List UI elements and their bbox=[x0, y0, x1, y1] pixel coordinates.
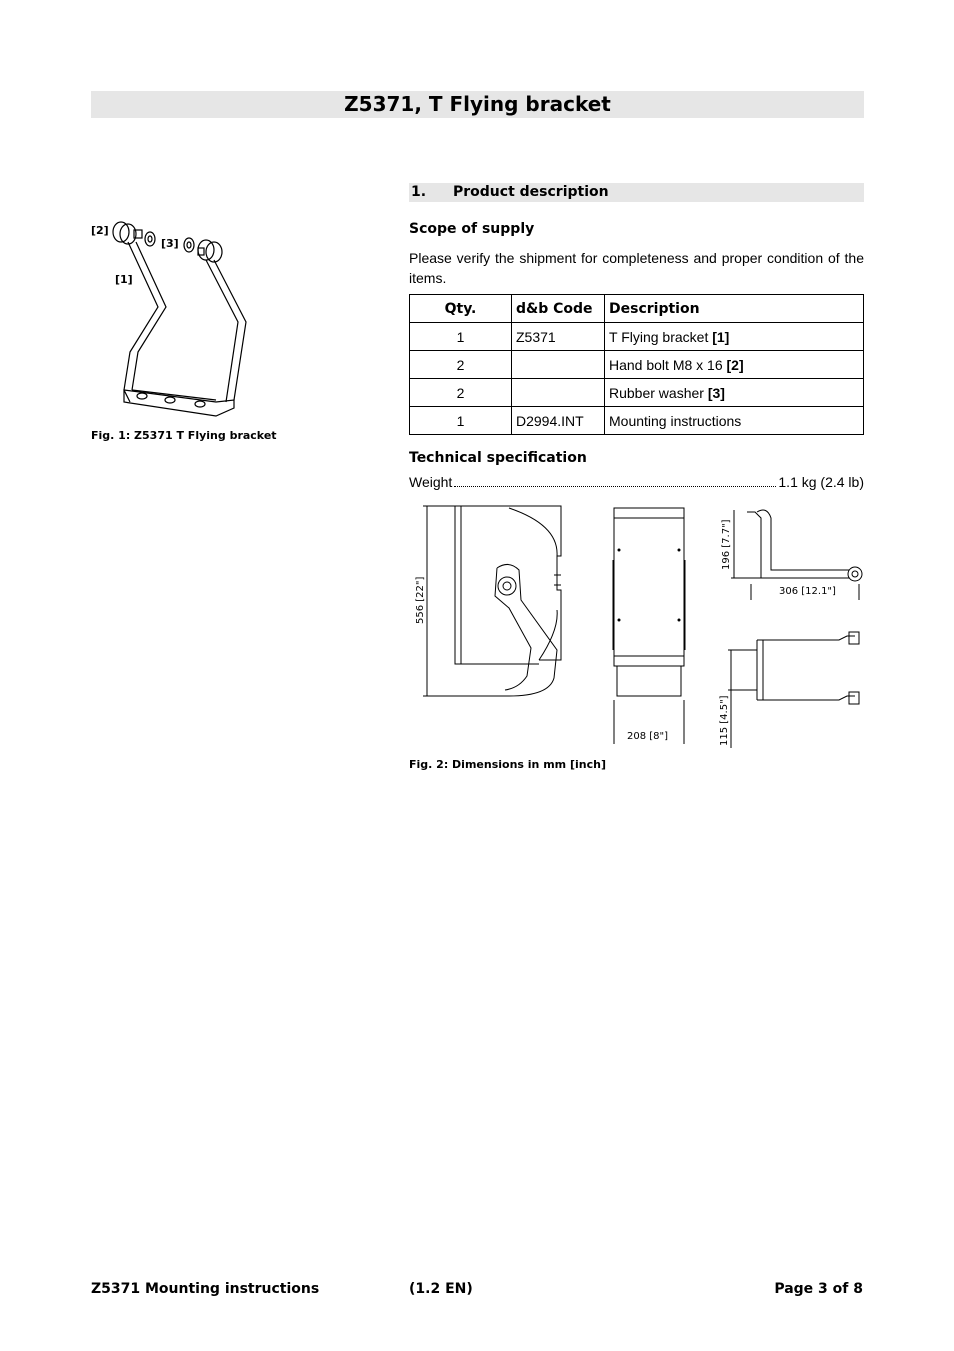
cell-code: D2994.INT bbox=[512, 407, 605, 435]
dimension-drawing bbox=[409, 500, 864, 752]
cell-qty: 2 bbox=[410, 379, 512, 407]
label-part-1: [1] bbox=[115, 273, 133, 286]
footer-document-title: Z5371 Mounting instructions bbox=[91, 1281, 320, 1297]
part-ref: [3] bbox=[707, 384, 725, 401]
cell-description bbox=[605, 379, 864, 407]
footer-page-number: Page 3 of 8 bbox=[774, 1281, 863, 1297]
tech-spec-heading: Technical specification bbox=[409, 450, 587, 466]
scope-text: Please verify the shipment for completeness and proper condition of the items. bbox=[409, 250, 864, 286]
description-text: Hand bolt M8 x 16 bbox=[609, 356, 723, 373]
cell-description bbox=[605, 407, 864, 435]
label-part-3: [3] bbox=[161, 237, 179, 250]
header-qty: Qty. bbox=[410, 295, 512, 323]
description-text: Rubber washer bbox=[609, 384, 704, 401]
cell-code bbox=[512, 351, 605, 379]
cell-description bbox=[605, 351, 864, 379]
bracket-illustration bbox=[88, 212, 288, 427]
figure-1-caption: Fig. 1: Z5371 T Flying bracket bbox=[91, 429, 277, 442]
description-text: Mounting instructions bbox=[609, 412, 742, 429]
table-row bbox=[410, 351, 864, 379]
description-text: T Flying bracket bbox=[609, 328, 709, 345]
label-part-2: [2] bbox=[91, 224, 109, 237]
dim-height: 556 [22"] bbox=[415, 576, 426, 624]
cell-description bbox=[605, 323, 864, 351]
table-row bbox=[410, 407, 864, 435]
table-row bbox=[410, 379, 864, 407]
figure-2-caption: Fig. 2: Dimensions in mm [inch] bbox=[409, 758, 606, 771]
dim-bracket-length: 306 [12.1"] bbox=[779, 586, 836, 597]
table-header-row bbox=[410, 295, 864, 323]
dim-bracket-height: 196 [7.7"] bbox=[721, 519, 732, 570]
scope-heading: Scope of supply bbox=[409, 221, 535, 237]
section-title: Product description bbox=[453, 184, 609, 200]
section-heading bbox=[409, 183, 864, 202]
cell-qty: 2 bbox=[410, 351, 512, 379]
cell-qty: 1 bbox=[410, 323, 512, 351]
part-ref: [2] bbox=[726, 356, 744, 373]
weight-value: 1.1 kg (2.4 lb) bbox=[778, 474, 864, 490]
header-code: d&b Code bbox=[512, 295, 605, 323]
header-description: Description bbox=[605, 295, 864, 323]
footer-version: (1.2 EN) bbox=[409, 1281, 473, 1297]
dim-width: 208 [8"] bbox=[627, 731, 669, 742]
cell-code bbox=[512, 379, 605, 407]
weight-spec bbox=[409, 472, 864, 492]
table-row bbox=[410, 323, 864, 351]
section-number: 1. bbox=[411, 184, 427, 200]
page-title: Z5371, T Flying bracket bbox=[91, 91, 864, 118]
dim-bracket-width: 115 [4.5"] bbox=[719, 695, 730, 746]
cell-qty: 1 bbox=[410, 407, 512, 435]
supply-table bbox=[409, 294, 864, 435]
weight-label: Weight bbox=[409, 474, 453, 490]
dot-leader bbox=[454, 472, 776, 487]
part-ref: [1] bbox=[712, 328, 730, 345]
cell-code: Z5371 bbox=[512, 323, 605, 351]
